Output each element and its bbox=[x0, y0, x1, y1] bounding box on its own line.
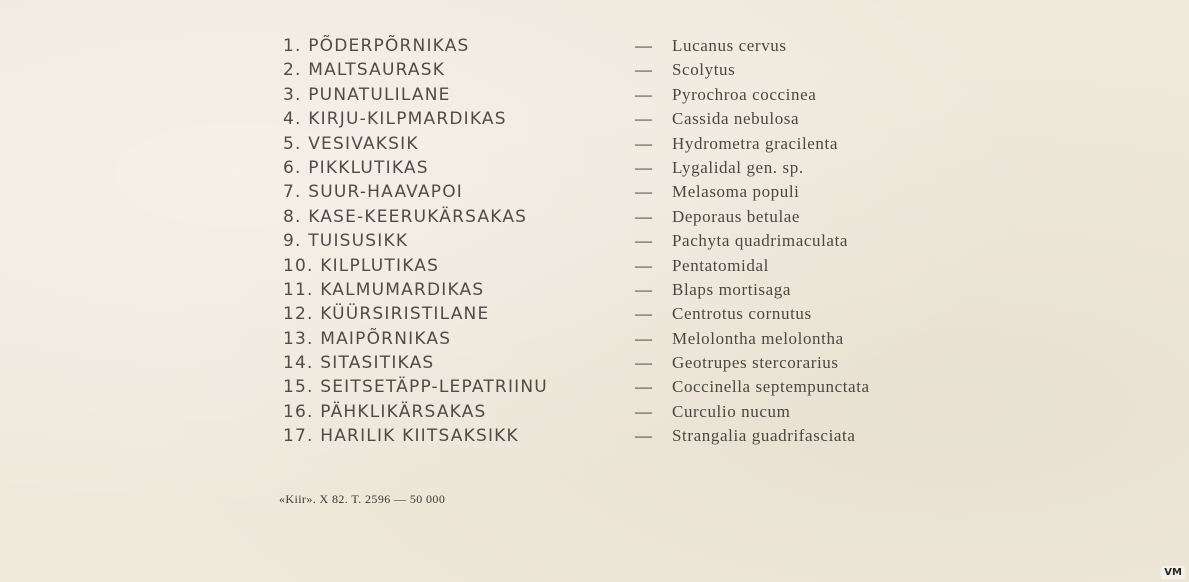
common-name: 15. SEITSETÄPP-LEPATRIINU bbox=[283, 377, 548, 398]
common-name: 5. VESIVAKSIK bbox=[283, 133, 419, 154]
list-item bbox=[283, 375, 943, 399]
list-item bbox=[283, 400, 943, 424]
list-item bbox=[283, 107, 943, 131]
latin-name: Pyrochroa coccinea bbox=[672, 84, 817, 104]
latin-name: Blaps mortisaga bbox=[672, 279, 792, 299]
latin-name: Lucanus cervus bbox=[672, 36, 787, 55]
latin-name: Pachyta quadrimaculata bbox=[672, 231, 849, 251]
dash-separator: — bbox=[635, 133, 652, 153]
common-name: 4. KIRJU-KILPMARDIKAS bbox=[283, 109, 507, 130]
dash-separator: — bbox=[635, 401, 652, 421]
dash-separator: — bbox=[635, 182, 652, 202]
dash-separator: — bbox=[635, 328, 652, 348]
list-item bbox=[283, 229, 943, 253]
dash-separator: — bbox=[635, 377, 652, 397]
list-item bbox=[283, 278, 943, 302]
dash-separator: — bbox=[635, 231, 652, 251]
common-name: 2. MALTSAURASK bbox=[283, 60, 446, 81]
dash-separator: — bbox=[635, 353, 652, 373]
dash-separator: — bbox=[635, 426, 652, 446]
common-name: 6. PIKKLUTIKAS bbox=[283, 157, 429, 178]
common-name: 1. PÕDERPÕRNIKAS bbox=[283, 36, 470, 56]
dash-separator: — bbox=[635, 304, 652, 324]
common-name: 13. MAIPÕRNIKAS bbox=[283, 328, 452, 349]
common-name: 14. SITASITIKAS bbox=[283, 353, 435, 374]
list-item bbox=[283, 254, 943, 278]
latin-name: Scolytus bbox=[672, 60, 736, 80]
list-item bbox=[283, 34, 943, 58]
dash-separator: — bbox=[635, 109, 652, 129]
dash-separator: — bbox=[635, 60, 652, 80]
latin-name: Geotrupes stercorarius bbox=[672, 353, 839, 373]
latin-name: Pentatomidal bbox=[672, 255, 769, 275]
common-name: 16. PÄHKLIKÄRSAKAS bbox=[283, 401, 487, 422]
latin-name: Hydrometra gracilenta bbox=[672, 133, 838, 153]
latin-name: Melolontha melolontha bbox=[672, 328, 844, 348]
dash-separator: — bbox=[635, 84, 652, 104]
list-item bbox=[283, 205, 943, 229]
dash-separator: — bbox=[635, 157, 652, 177]
list-item bbox=[283, 132, 943, 156]
latin-name: Coccinella septempunctata bbox=[672, 377, 870, 397]
dash-separator: — bbox=[635, 206, 652, 226]
common-name: 12. KÜÜRSIRISTILANE bbox=[283, 304, 490, 325]
common-name: 17. HARILIK KIITSAKSIKK bbox=[283, 426, 519, 447]
dash-separator: — bbox=[635, 255, 652, 275]
list-item bbox=[283, 302, 943, 326]
list-item bbox=[283, 83, 943, 107]
latin-name: Cassida nebulosa bbox=[672, 109, 800, 129]
latin-name: Centrotus cornutus bbox=[672, 304, 812, 324]
list-item bbox=[283, 156, 943, 180]
common-name: 8. KASE-KEERUKÄRSAKAS bbox=[283, 206, 528, 227]
list-item bbox=[283, 327, 943, 351]
latin-name: Lygalidal gen. sp. bbox=[672, 157, 804, 177]
list-item bbox=[283, 351, 943, 375]
latin-name: Melasoma populi bbox=[672, 182, 800, 202]
printer-imprint: «Kiir». X 82. T. 2596 — 50 000 bbox=[279, 492, 446, 506]
common-name: 10. KILPLUTIKAS bbox=[283, 255, 440, 276]
dash-separator: — bbox=[635, 279, 652, 299]
latin-name: Deporaus betulae bbox=[672, 206, 801, 226]
list-item bbox=[283, 180, 943, 204]
dash-separator: — bbox=[635, 36, 652, 55]
list-item bbox=[283, 424, 943, 448]
common-name: 11. KALMUMARDIKAS bbox=[283, 279, 485, 300]
common-name: 7. SUUR-HAAVAPOI bbox=[283, 182, 464, 203]
latin-name: Curculio nucum bbox=[672, 401, 791, 421]
list-item bbox=[283, 58, 943, 82]
species-list bbox=[283, 34, 943, 449]
latin-name: Strangalia guadrifasciata bbox=[672, 426, 856, 446]
watermark: VM bbox=[1161, 566, 1185, 579]
common-name: 9. TUISUSIKK bbox=[283, 231, 409, 252]
common-name: 3. PUNATULILANE bbox=[283, 84, 451, 105]
